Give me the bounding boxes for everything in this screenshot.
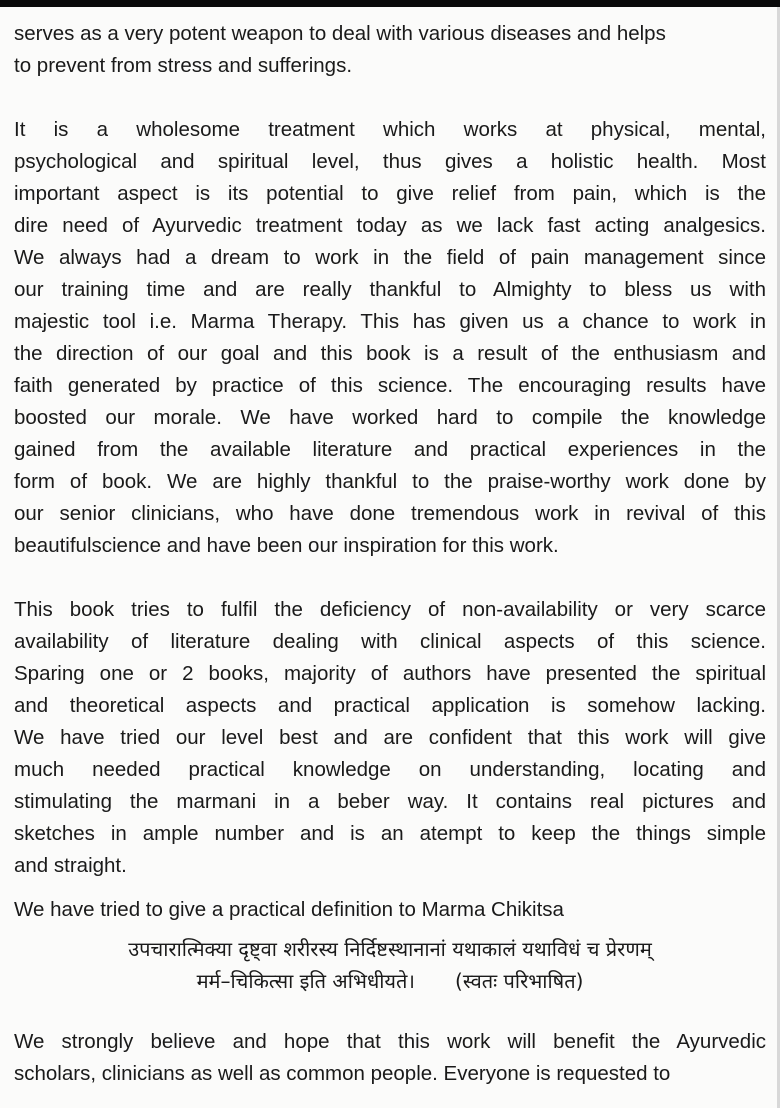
paragraph-2-line: majestic tool i.e. Marma Therapy. This has given us a chance to work in	[14, 310, 766, 333]
sanskrit-verse-line-1: उपचारात्मिक्या दृष्ट्वा शरीरस्य निर्दिष्टस्थानानां यथाकालं यथाविधं च प्रेरणम्	[128, 937, 652, 961]
paragraph-5-line: We strongly believe and hope that this work will benefit the Ayurvedic	[14, 1030, 766, 1053]
paragraph-3-line: This book tries to fulfil the deficiency of non-availability or very scarce	[14, 598, 766, 621]
page-top-border	[0, 0, 780, 7]
paragraph-1-line: to prevent from stress and sufferings.	[14, 54, 353, 77]
paragraph-2-line: gained from the available literature and practical experiences in the	[14, 438, 766, 461]
paragraph-2-line: psychological and spiritual level, thus gives a holistic health. Most	[14, 150, 766, 173]
paragraph-2-line: important aspect is its potential to give relief from pain, which is the	[14, 182, 766, 205]
sanskrit-verse-source: (स्वतः परिभाषित)	[455, 969, 584, 993]
paragraph-3-line: Sparing one or 2 books, majority of authors have presented the spiritual	[14, 662, 766, 685]
paragraph-2-line: faith generated by practice of this science. The encouraging results have	[14, 374, 766, 397]
paragraph-3-line: We have tried our level best and are confident that this work will give	[14, 726, 766, 749]
paragraph-3-line: much needed practical knowledge on understanding, locating and	[14, 758, 766, 781]
sanskrit-verse-text: मर्म–चिकित्सा इति अभिधीयते।	[196, 969, 416, 993]
paragraph-5-line: scholars, clinicians as well as common people. Everyone is requested to	[14, 1062, 671, 1085]
paragraph-3-line: availability of literature dealing with clinical aspects of this science.	[14, 630, 766, 653]
paragraph-3-line: and theoretical aspects and practical application is somehow lacking.	[14, 694, 766, 717]
paragraph-4-line: We have tried to give a practical definition to Marma Chikitsa	[14, 898, 564, 921]
paragraph-2-line: We always had a dream to work in the field of pain management since	[14, 246, 766, 269]
paragraph-3-line: stimulating the marmani in a beber way. It contains real pictures and	[14, 790, 766, 813]
paragraph-2-line: beautifulscience and have been our inspiration for this work.	[14, 534, 559, 557]
paragraph-1-line: serves as a very potent weapon to deal with various diseases and helps	[14, 22, 666, 45]
paragraph-2-line: the direction of our goal and this book is a result of the enthusiasm and	[14, 342, 766, 365]
paragraph-3-line: sketches in ample number and is an atempt to keep the things simple	[14, 822, 766, 845]
paragraph-2-line: form of book. We are highly thankful to the praise-worthy work done by	[14, 470, 766, 493]
paragraph-2-line: our training time and are really thankful to Almighty to bless us with	[14, 278, 766, 301]
paragraph-2-line: dire need of Ayurvedic treatment today as we lack fast acting analgesics.	[14, 214, 766, 237]
paragraph-2-line: It is a wholesome treatment which works at physical, mental,	[14, 118, 766, 141]
paragraph-3-line: and straight.	[14, 854, 127, 877]
paragraph-2-line: our senior clinicians, who have done tremendous work in revival of this	[14, 502, 766, 525]
sanskrit-verse-line-2	[0, 968, 780, 994]
paragraph-2-line: boosted our morale. We have worked hard to compile the knowledge	[14, 406, 766, 429]
